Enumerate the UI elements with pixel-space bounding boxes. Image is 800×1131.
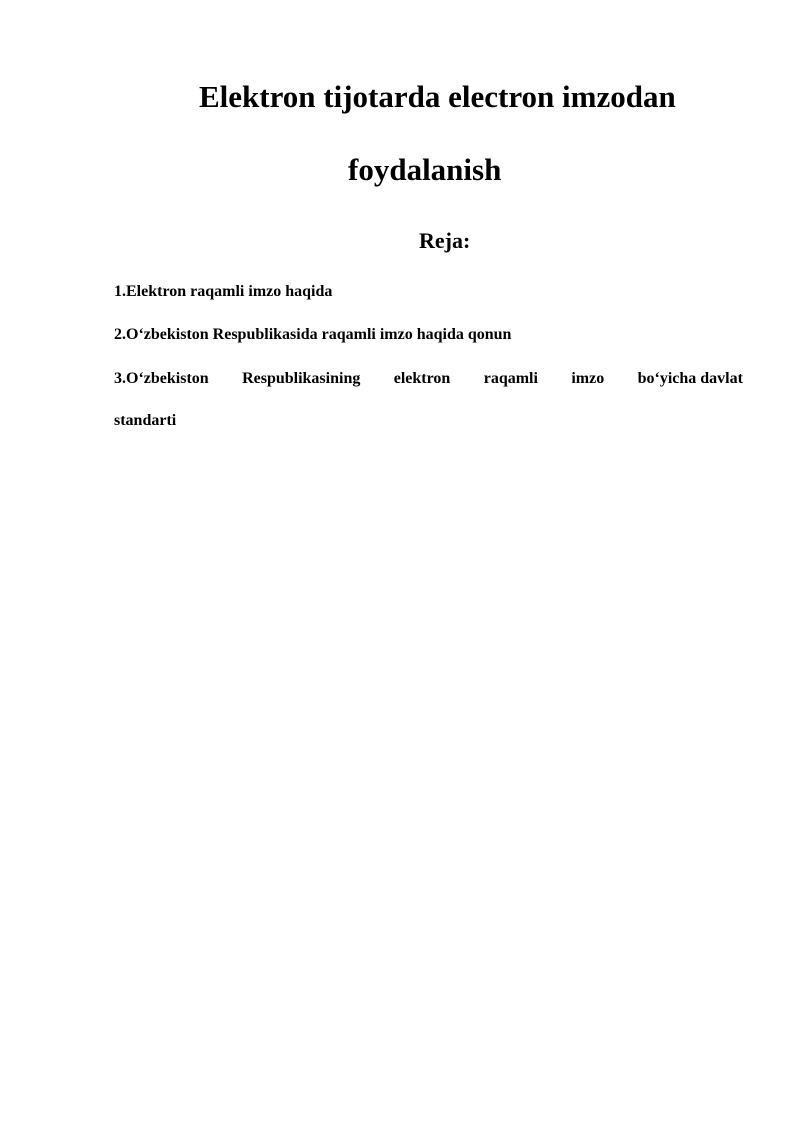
- plan-item-3-word: imzo: [571, 370, 605, 387]
- plan-item-3-word: raqamli: [483, 370, 538, 387]
- plan-heading: Reja:: [419, 228, 471, 253]
- plan-item-3-line-2: standarti: [114, 412, 177, 429]
- plan-item-3-word: elektron: [393, 370, 451, 387]
- plan-item-1: 1.Elektron raqamli imzo haqida: [114, 283, 333, 300]
- plan-item-2: 2.O‘zbekiston Respublikasida raqamli imzo haqida qonun: [114, 326, 512, 343]
- plan-item-3-word: Respublikasining: [242, 370, 361, 387]
- plan-item-3-word: bo‘yicha davlat: [637, 370, 743, 387]
- document-title-line-2: foydalanish: [348, 152, 502, 187]
- document-title-line-1: Elektron tijotarda electron imzodan: [199, 79, 676, 114]
- plan-item-3-line-1: [114, 368, 743, 390]
- plan-item-3-word: 3.O‘zbekiston: [114, 370, 209, 387]
